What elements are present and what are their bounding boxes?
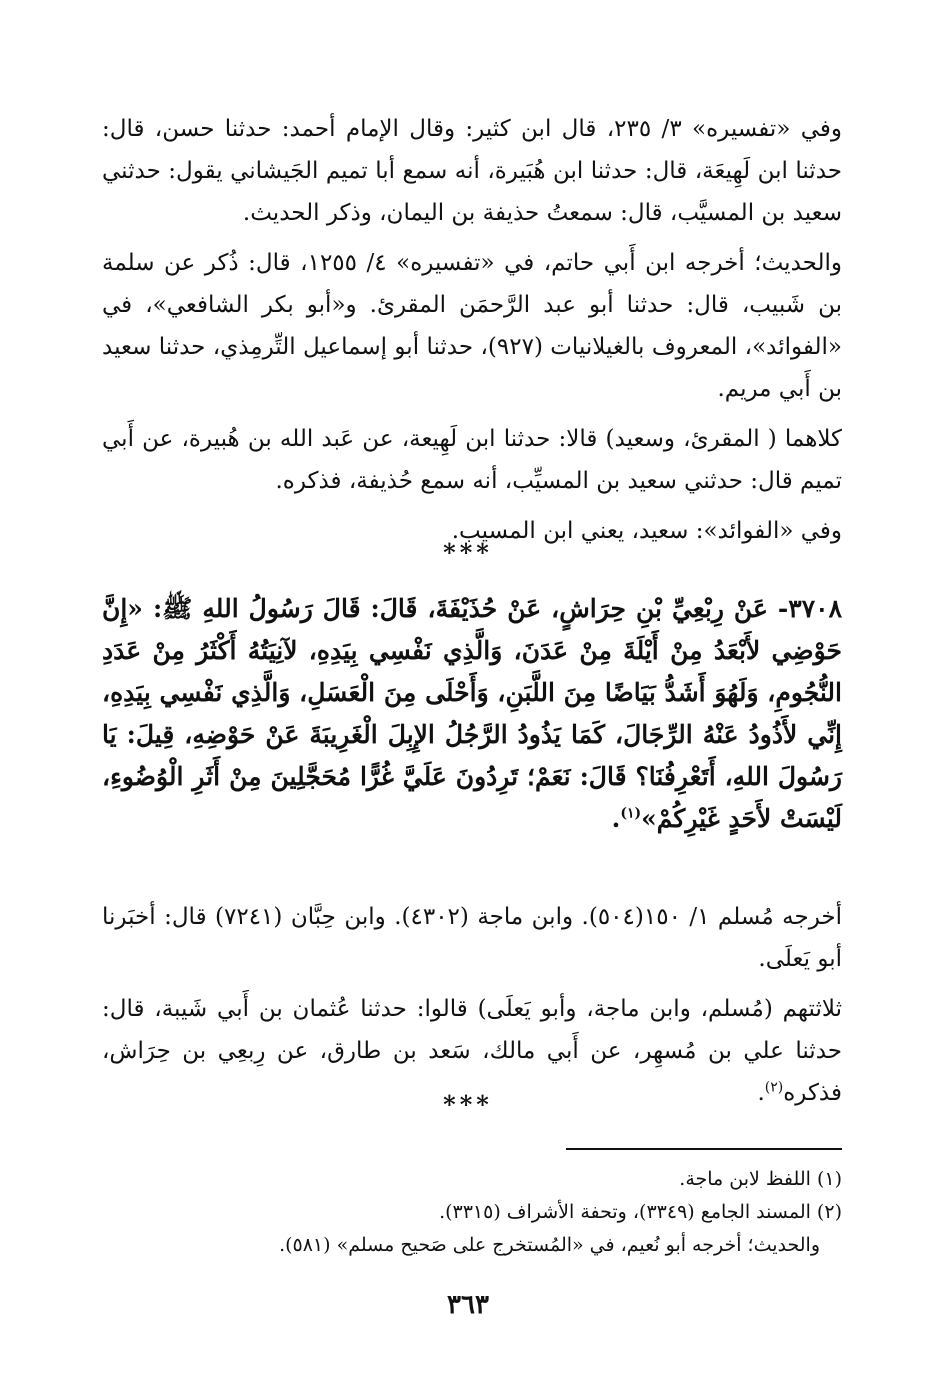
footnote-1: (١) اللفظ لابن ماجة. — [679, 1168, 842, 1190]
commentary-bottom — [102, 896, 842, 1122]
page-number: ٣٦٣ — [447, 1290, 489, 1320]
hadith-text: ٣٧٠٨- عَنْ رِبْعِيِّ بْنِ حِرَاشٍ، عَنْ حُذَيْفَةَ، قَالَ: قَالَ رَسُولُ اللهِ ﷺ: «إِنَّ حَوْضِي لأَبْعَدُ مِنْ أَيْلَةَ مِنْ عَدَنَ، وَالَّذِي نَفْسِي بِيَدِهِ، لآنِيَتُهُ أَكْثَرُ مِنْ عَدَدِ النُّجُومِ، وَلَهُوَ أَشَدُّ بَيَاضًا مِنَ اللَّبَنِ، وَأَحْلَى مِنَ الْعَسَلِ، وَالَّذِي نَفْسِي بِيَدِهِ، إِنِّي لأَذُودُ عَنْهُ الرِّجَالَ، كَمَا يَذُودُ الرَّجُلُ الإِبِلَ الْغَرِيبَةَ عَنْ حَوْضِهِ، قِيلَ: يَا رَسُولَ اللهِ، أَتَعْرِفُنَا؟ قَالَ: نَعَمْ؛ تَرِدُونَ عَلَيَّ غُرًّا مُحَجَّلِينَ مِنْ أَثَرِ الْوُضُوءِ، لَيْسَتْ لأَحَدٍ غَيْرِكُمْ»$^{(١)}$. — [102, 594, 842, 833]
paragraph-thalathatuhum-text: ثلاثتهم (مُسلم، وابن ماجة، وأبو يَعلَى) قالوا: حدثنا عُثمان بن أَبي شَيبة، قال: حدثنا علي بن مُسهِر، عن أَبي مالك، سَعد بن طارق، عن رِبعِي بن حِرَاش، فذكره — [102, 996, 842, 1106]
paragraph-kilahuma: كلاهما ( المقرئ، وسعيد) قالا: حدثنا ابن لَهِيعة، عن عَبد الله بن هُبيرة، عن أَبي تميم قال: حدثني سعيد بن المسيِّب، أنه سمع حُذيفة، فذكره. — [102, 426, 842, 494]
section-separator-2: *** — [443, 1090, 493, 1119]
section-separator: *** — [443, 538, 493, 567]
footnote-mark-1: (١) — [620, 805, 642, 822]
paragraph-takhrij: أخرجه مُسلم ١/ ١٥٠(٥٠٤). وابن ماجة (٤٣٠٢). وابن حِبَّان (٧٢٤١) قال: أخبَرنا أبو يَعلَى. — [102, 904, 842, 972]
paragraph-ibn-abi-hatim: والحديث؛ أخرجه ابن أَبي حاتم، في «تفسيره» ٤/ ١٢٥٥، قال: ذُكر عن سلمة بن شَبيب، قال: حدثنا أبو عبد الرَّحمَن المقرئ. و«أبو بكر الشافعي»، في «الفوائد»، المعروف بالغيلانيات (٩٢٧)، حدثنا أبو إسماعيل التِّرمِذي، حدثنا سعيد بن أَبي مريم. — [102, 250, 843, 402]
paragraph-tafsir-ibn-kathir: وفي «تفسيره» ٣/ ٢٣٥، قال ابن كثير: وقال الإمام أحمد: حدثنا حسن، قال: حدثنا ابن لَهِيعَة، قال: حدثنا ابن هُبَيرة، أنه سمع أبا تميم الجَيشاني يقول: حدثني سعيد بن المسيَّب، قال: سمعتُ حذيفة بن اليمان، وذكر الحديث. — [102, 116, 842, 226]
footnote-2-continuation: والحديث؛ أخرجه أبو نُعيم، في «المُستخرج على صَحيح مسلم» (٥٨١). — [279, 1234, 820, 1256]
footnote-2: (٢) المسند الجامع (٣٣٤٩)، وتحفة الأشراف (٣٣١٥). — [439, 1201, 842, 1223]
footnote-divider — [566, 1148, 842, 1150]
footnote-mark-2: (٢) — [764, 1079, 784, 1096]
commentary-top — [102, 108, 842, 560]
footnotes — [102, 1163, 842, 1262]
hadith-body: ٣٧٠٨- عَنْ رِبْعِيِّ بْنِ حِرَاشٍ، عَنْ حُذَيْفَةَ، قَالَ: قَالَ رَسُولُ اللهِ ﷺ: «إِنَّ حَوْضِي لأَبْعَدُ مِنْ أَيْلَةَ مِنْ عَدَنَ، وَالَّذِي نَفْسِي بِيَدِهِ، لآنِيَتُهُ أَكْثَرُ مِنْ عَدَدِ النُّجُومِ، وَلَهُوَ أَشَدُّ بَيَاضًا مِنَ اللَّبَنِ، وَأَحْلَى مِنَ الْعَسَلِ، وَالَّذِي نَفْسِي بِيَدِهِ، إِنِّي لأَذُودُ عَنْهُ الرِّجَالَ، كَمَا يَذُودُ الرَّجُلُ الإِبِلَ الْغَرِيبَةَ عَنْ حَوْضِهِ، قِيلَ: يَا رَسُولَ اللهِ، أَتَعْرِفُنَا؟ قَالَ: نَعَمْ؛ تَرِدُونَ عَلَيَّ غُرًّا مُحَجَّلِينَ مِنْ أَثَرِ الْوُضُوءِ، لَيْسَتْ لأَحَدٍ غَيْرِكُمْ» — [102, 594, 842, 833]
paragraph-thalathatuhum: ثلاثتهم (مُسلم، وابن ماجة، وأبو يَعلَى) قالوا: حدثنا عُثمان بن أَبي شَيبة، قال: حدثنا علي بن مُسهِر، عن أَبي مالك، سَعد بن طارق، عن رِبعِي بن حِرَاش، فذكره$^{(٢)}$. — [102, 996, 842, 1106]
paragraph-fawaid: وفي «الفوائد»: سعيد، يعني ابن المسيب. — [451, 518, 842, 544]
